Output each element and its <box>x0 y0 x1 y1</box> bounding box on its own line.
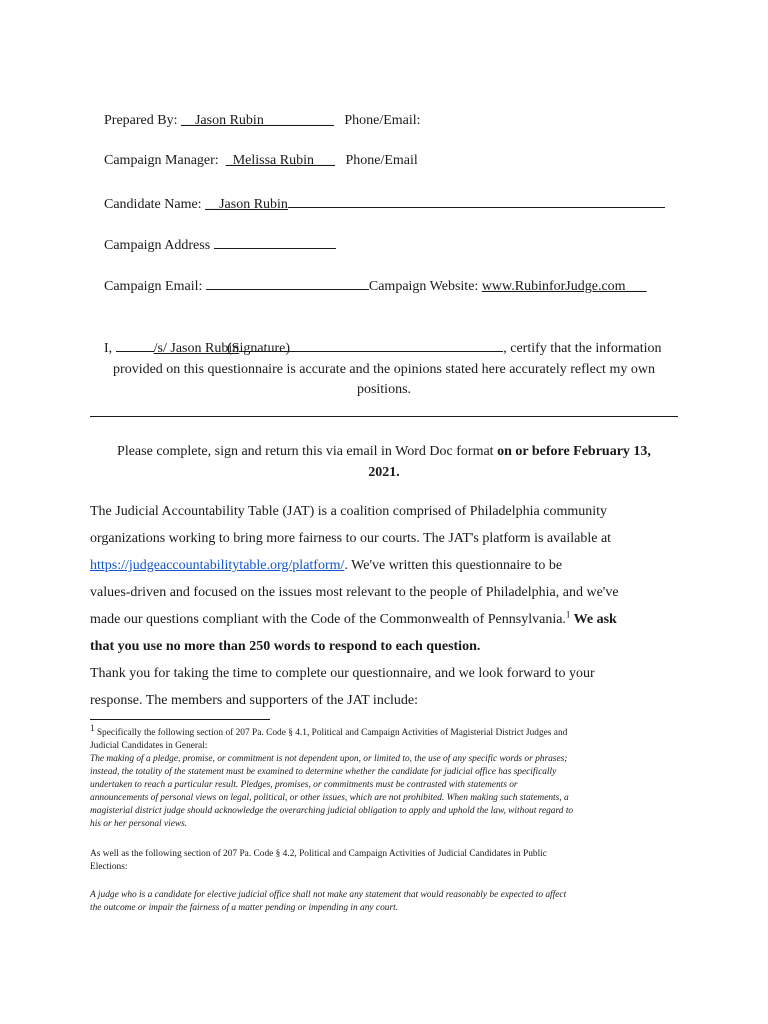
candidate-name-value[interactable]: __Jason Rubin <box>205 197 288 212</box>
instructions-text: Please complete, sign and return this via email in Word Doc format <box>117 444 498 459</box>
campaign-manager-label: Campaign Manager: <box>104 153 219 168</box>
campaign-website-value[interactable]: www.RubinforJudge.com___ <box>481 279 647 294</box>
footnote-block-2 <box>90 848 680 874</box>
footnote-italic-8-text: the outcome or impair the fairness of a matter pending or impending in any court. <box>90 903 399 913</box>
intro-paragraph <box>90 498 680 714</box>
intro-line-5 <box>90 606 680 633</box>
footnote-line-2: Judicial Candidates in General: <box>90 741 208 751</box>
section-divider <box>90 416 678 417</box>
footnote-block-3 <box>90 889 680 915</box>
campaign-website-label: Campaign Website: <box>368 279 479 294</box>
candidate-name-fill-line <box>288 193 665 208</box>
footnote-italic-3 <box>90 779 680 792</box>
instructions-line-1 <box>90 441 678 462</box>
platform-link[interactable]: https://judgeaccountabilitytable.org/platform/ <box>90 558 345 573</box>
footnote-ref[interactable]: 1 <box>565 609 571 620</box>
intro-line-2: organizations working to bring more fairness to our courts. The JAT's platform is available at <box>90 531 612 546</box>
footnote-italic-2-text: instead, the totality of the statement must be examined to determine whether the candidate for judicial office has specifically <box>90 767 557 777</box>
footnote-italic-1 <box>90 753 680 766</box>
footnote-italic-3-text: undertaken to reach a particular result. Pledges, promises, or commitments must be contrasted with statements or <box>90 780 518 790</box>
footnote-italic-5 <box>90 805 680 818</box>
footnote-second-2: Elections: <box>90 862 128 872</box>
footnote-separator <box>90 719 270 720</box>
thanks-line-1: Thank you for taking the time to complete our questionnaire, and we look forward to your <box>90 666 595 681</box>
certification-prefix: I, <box>104 341 113 356</box>
candidate-name-label: Candidate Name: <box>104 197 202 212</box>
instructions-line-2 <box>90 462 678 483</box>
footnote-italic-8 <box>90 902 680 915</box>
footnote-italic-7-text: A judge who is a candidate for elective judicial office shall not make any statement that would reasonably be expected to affect <box>90 890 567 900</box>
footnote-italic-6-text: his or her personal views. <box>90 819 188 829</box>
campaign-email-field[interactable] <box>206 275 369 290</box>
footnote-second-1: As well as the following section of 207 Pa. Code § 4.2, Political and Campaign Activities of Judicial Candidates in Public <box>90 849 547 859</box>
footnote-italic-2 <box>90 766 680 779</box>
intro-line-6 <box>90 633 680 660</box>
footnote-line-1 <box>90 722 680 740</box>
word-limit-a: We ask <box>570 612 617 627</box>
phone-email-label: Phone/Email: <box>344 113 421 128</box>
footnote-number: 1 <box>90 722 95 733</box>
deadline-year: 2021. <box>368 465 400 480</box>
prepared-by-value[interactable]: __Jason Rubin__________ <box>180 113 334 128</box>
footnote-italic-6 <box>90 818 680 831</box>
campaign-manager-value[interactable]: _Melissa Rubin___ <box>225 153 335 168</box>
word-limit-b: that you use no more than 250 words to respond to each question. <box>90 639 481 654</box>
signature-caption: (Signature) <box>227 341 290 356</box>
footnote-italic-5-text: magisterial district judge should acknowledge the overarching judicial obligation to apply and uphold the law, without regard to <box>90 806 574 816</box>
signature-lead-line <box>116 337 154 352</box>
campaign-address-label: Campaign Address <box>104 238 211 253</box>
certification-line-3: positions. <box>356 382 412 397</box>
intro-line-5-text: made our questions compliant with the Code of the Commonwealth of Pennsylvania. <box>90 612 566 627</box>
phone-email-label-2: Phone/Email <box>345 153 418 168</box>
footnote-italic-1-text: The making of a pledge, promise, or commitment is not dependent upon, or limited to, the use of any specific words or phrases; <box>90 754 568 764</box>
footnote-line-1-text: Specifically the following section of 207 Pa. Code § 4.1, Political and Campaign Activities of Magisterial District Judges and <box>94 728 568 738</box>
thanks-line-2: response. The members and supporters of the JAT include: <box>90 693 419 708</box>
certification-line-2: provided on this questionnaire is accurate and the opinions stated here accurately reflect my own <box>113 362 655 377</box>
prepared-by-label: Prepared By: <box>104 113 178 128</box>
intro-line-3 <box>90 552 680 579</box>
deadline-text: on or before February 13, <box>497 444 651 459</box>
campaign-email-row <box>90 257 647 314</box>
campaign-email-label: Campaign Email: <box>104 279 203 294</box>
signature-value[interactable]: /s/ Jason Rubin <box>153 341 240 356</box>
footnote-block-1 <box>90 722 680 831</box>
intro-line-4: values-driven and focused on the issues most relevant to the people of Philadelphia, and we've <box>90 585 619 600</box>
intro-line-3-rest: . We've written this questionnaire to be <box>344 558 563 573</box>
footnote-italic-4 <box>90 792 680 805</box>
footnote-italic-7 <box>90 889 680 902</box>
certification-suffix: , certify that the information <box>503 341 662 356</box>
campaign-address-field[interactable] <box>214 234 336 249</box>
intro-line-1: The Judicial Accountability Table (JAT) is a coalition comprised of Philadelphia community <box>90 504 608 519</box>
footnote-italic-4-text: announcements of personal views on legal, political, or other issues, which are not prohibited. When making such statements, a <box>90 793 569 803</box>
